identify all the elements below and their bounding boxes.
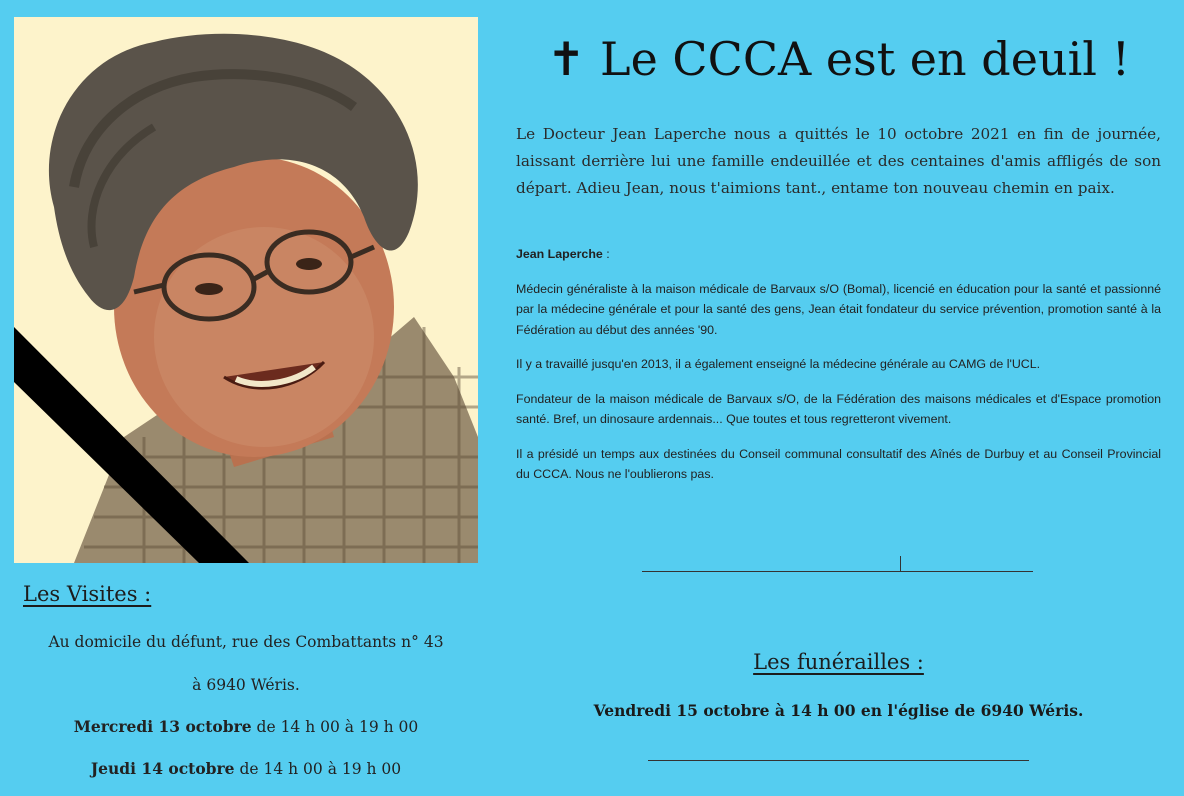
intro-paragraph: Le Docteur Jean Laperche nous a quittés le 10 octobre 2021 en fin de journée, laissant derrière lui une famille endeuillée et des centaines d'amis affligés de son départ. Adieu Jean, nous t'aimions tant., entame ton nouveau chemin en paix. [516,125,1161,197]
section-divider [642,556,1034,572]
bottom-divider [648,760,1029,761]
bio-name: Jean Laperche [516,247,603,261]
visits-address-city: à 6940 Wéris. [192,676,300,694]
visits-day-wednesday [14,717,478,736]
bio-paragraph: Il y a travaillé jusqu'en 2013, il a également enseigné la médecine générale au CAMG de l'UCL. [516,357,1041,371]
divider-segment-left [642,557,900,572]
bio-name-line [516,244,1161,265]
visits-day-hours: de 14 h 00 à 19 h 00 [251,718,419,736]
visits-day-label: Mercredi 13 octobre [73,717,252,736]
memorial-portrait-photo [14,17,478,563]
bio-paragraph: Médecin généraliste à la maison médicale de Barvaux s/O (Bomal), licencié en éducation pour la santé et passionné par la médecine générale et pour la santé des gens, Jean était fondateur du service prévention, promotion santé à la Fédération au début des années '90. [516,281,1161,337]
visits-heading: Les Visites : [23,582,152,606]
biography-section [516,244,1161,499]
bio-name-suffix: : [602,247,610,261]
visits-day-label: Jeudi 14 octobre [90,759,235,778]
bio-paragraph: Fondateur de la maison médicale de Barvaux s/O, de la Fédération des maisons médicales et d'Espace promotion santé. Bref, un dinosaure ardennais... Que toutes et tous regretteront vivement. [516,391,1161,426]
funerals-detail: Vendredi 15 octobre à 14 h 00 en l'église de 6940 Wéris. [593,701,1084,720]
visits-day-thursday [14,759,478,778]
portrait-illustration [14,17,478,563]
funerals-heading: Les funérailles : [753,650,924,674]
divider-segment-right [901,557,1033,572]
visits-address-line: Au domicile du défunt, rue des Combattants n° 43 [48,633,444,651]
page-title: ✝ Le CCCA est en deuil ! [546,32,1131,86]
visits-day-hours: de 14 h 00 à 19 h 00 [234,760,402,778]
bio-paragraph: Il a présidé un temps aux destinées du Conseil communal consultatif des Aînés de Durbuy et au Conseil Provincial du CCCA. Nous ne l'oublierons pas. [516,446,1161,481]
